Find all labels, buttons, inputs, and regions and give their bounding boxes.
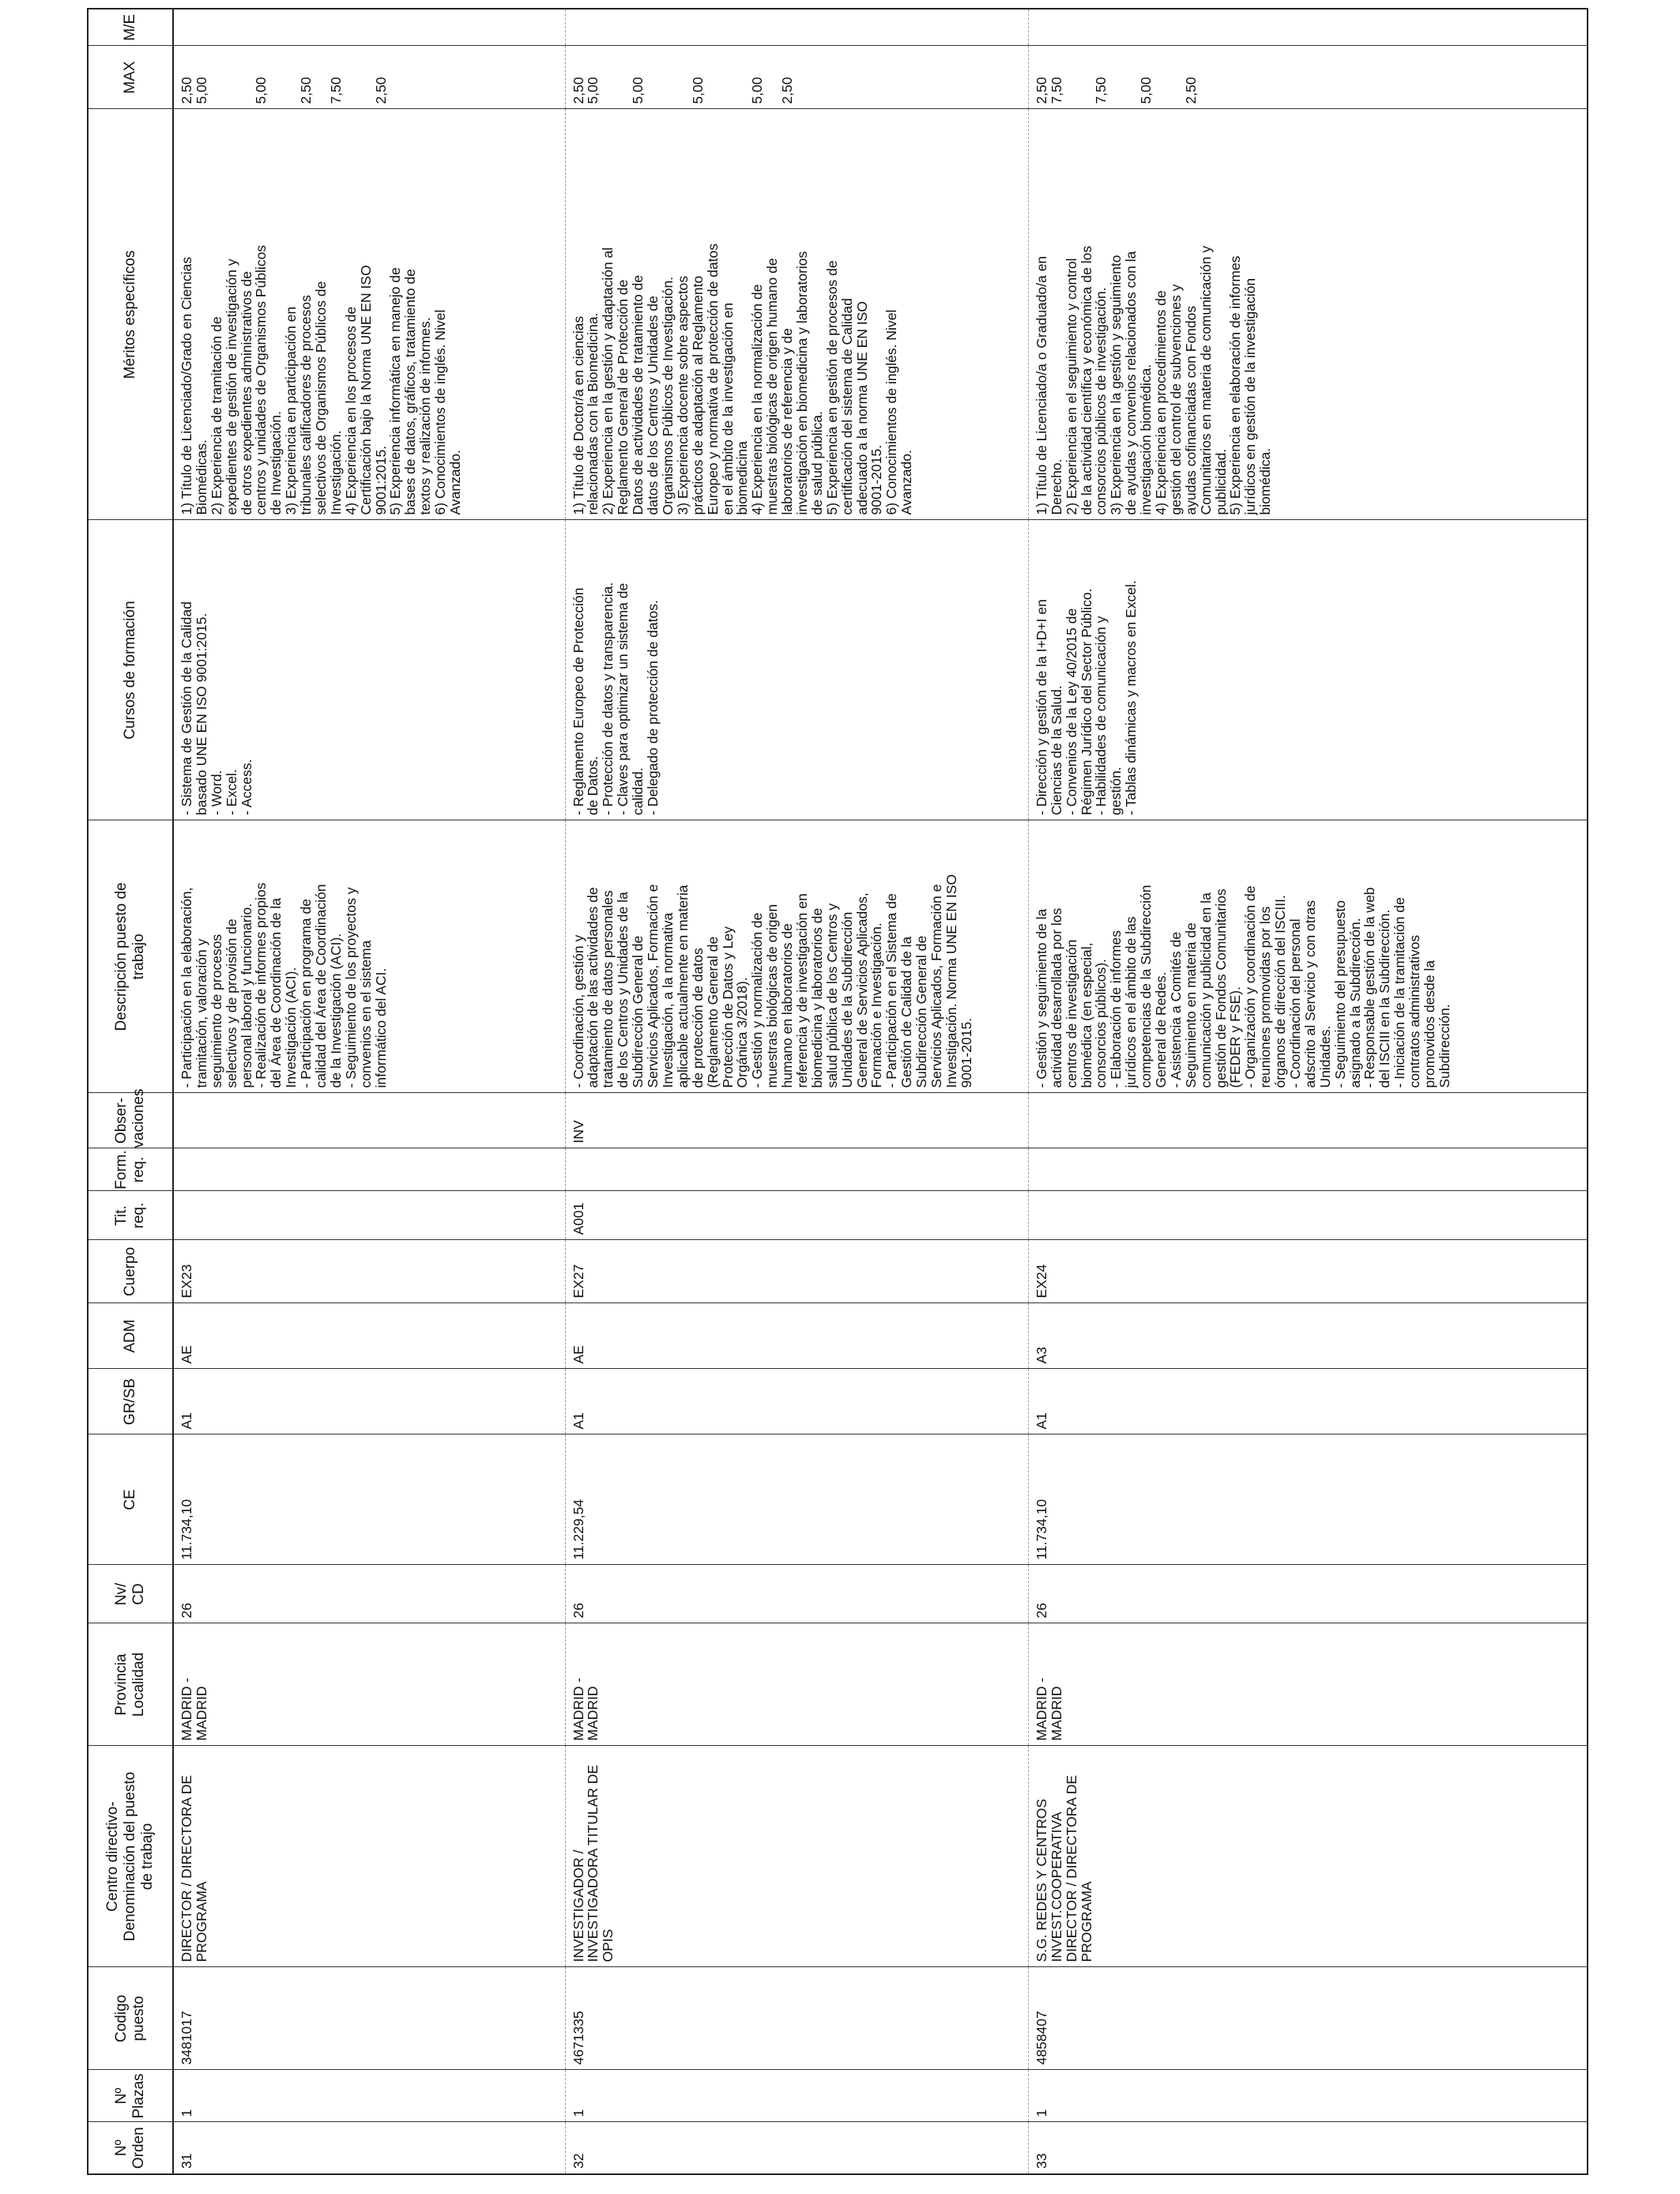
cell-codigo: 4671335 bbox=[565, 1967, 1028, 2070]
header-form: Form. req. bbox=[88, 1148, 173, 1191]
header-row bbox=[88, 9, 173, 2174]
cell-form bbox=[173, 1148, 565, 1191]
cell-provincia: MADRID - MADRID bbox=[565, 1623, 1028, 1746]
cell-tit bbox=[1028, 1191, 1588, 1240]
cell-tit: A001 bbox=[565, 1191, 1028, 1240]
cell-nivel: 26 bbox=[1028, 1565, 1588, 1623]
header-descripcion: Descripción puesto de trabajo bbox=[88, 820, 173, 1093]
table-row bbox=[565, 9, 1028, 2174]
header-adm: ADM bbox=[88, 1303, 173, 1369]
cell-centro: INVESTIGADOR / INVESTIGADORA TITULAR DE OPIS bbox=[565, 1746, 1028, 1967]
header-nivel: Nv/ CD bbox=[88, 1565, 173, 1623]
cell-cursos: - Reglamento Europeo de Protección de Datos. - Protección de datos y transparencia. - Claves para optimizar un sistema de calidad. - Delegado de protección de datos. bbox=[565, 520, 1028, 820]
cell-ce: 11.734,10 bbox=[173, 1434, 565, 1565]
cell-codigo: 4858407 bbox=[1028, 1967, 1588, 2070]
table-row bbox=[173, 9, 565, 2174]
cell-orden: 32 bbox=[565, 2122, 1028, 2174]
cell-cuerpo: EX23 bbox=[173, 1240, 565, 1303]
cell-meritos: 1) Título de Doctor/a en ciencias relacionadas con la Biomedicina. 2) Experiencia en la gestión y adaptación al Reglamento General de Protección de Datos de actividades de tratamiento de datos de los Centros y Unidades de Organismos Públicos de Investigación. 3) Experiencia docente sobre aspectos prácticos de adaptación al Reglamento Europeo y normativa de protección de datos en el ámbito de la investigación en biomedicina 4) Experiencia en la normalización de muestras biológicas de origen humano de laboratorios de referencia y de investigación en biomedicina y laboratorios de salud pública. 5) Experiencia en gestión de procesos de certificación del sistema de Calidad adecuado a la norma UNE EN ISO 9001-2015. 6) Conocimientos de inglés. Nivel Avanzado. bbox=[565, 109, 1028, 520]
cell-plazas: 1 bbox=[1028, 2070, 1588, 2122]
header-centro: Centro directivo- Denominación del puesto de trabajo bbox=[88, 1746, 173, 1967]
header-provincia: Provincia Localidad bbox=[88, 1623, 173, 1746]
cell-obs: INV bbox=[565, 1093, 1028, 1148]
cell-max: 2,50 7,50 7,50 5,00 2,50 bbox=[1028, 46, 1588, 109]
cell-cuerpo: EX27 bbox=[565, 1240, 1028, 1303]
cell-me bbox=[565, 9, 1028, 46]
cell-me bbox=[1028, 9, 1588, 46]
cell-obs bbox=[1028, 1093, 1588, 1148]
cell-grupo: A1 bbox=[173, 1369, 565, 1434]
header-tit: Tit. req. bbox=[88, 1191, 173, 1240]
header-ce: CE bbox=[88, 1434, 173, 1565]
cell-grupo: A1 bbox=[1028, 1369, 1588, 1434]
header-max: MAX bbox=[88, 46, 173, 109]
cell-orden: 33 bbox=[1028, 2122, 1588, 2174]
cell-ce: 11.229,54 bbox=[565, 1434, 1028, 1565]
cell-orden: 31 bbox=[173, 2122, 565, 2174]
cell-me bbox=[173, 9, 565, 46]
cell-codigo: 3481017 bbox=[173, 1967, 565, 2070]
header-cursos: Cursos de formación bbox=[88, 520, 173, 820]
cell-cuerpo: EX24 bbox=[1028, 1240, 1588, 1303]
plazas-table bbox=[87, 8, 1588, 2175]
cell-cursos: - Sistema de Gestión de la Calidad basado UNE EN ISO 9001:2015. - Word. - Excel. - Access. bbox=[173, 520, 565, 820]
cell-form bbox=[1028, 1148, 1588, 1191]
cell-centro: DIRECTOR / DIRECTORA DE PROGRAMA bbox=[173, 1746, 565, 1967]
cell-descripcion: - Participación en la elaboración, tramitación, valoración y seguimiento de procesos selectivos y de provisión de personal laboral y funcionario. - Realización de informes propios del Área de Coordinación de la Investigación (ACI). - Participación en programa de calidad del Área de Coordinación de la Investigación (ACI). - Seguimiento de los proyectos y convenios en el sistema informático del ACI. bbox=[173, 820, 565, 1093]
header-orden: Nº Orden bbox=[88, 2122, 173, 2174]
cell-cursos: - Dirección y gestión de la I+D+I en Ciencias de la Salud. - Convenios de la Ley 40/2015 de Régimen Jurídico del Sector Público. - Habilidades de comunicación y gestión. - Tablas dinámicas y macros en Excel. bbox=[1028, 520, 1588, 820]
header-obs: Obser- vaciones bbox=[88, 1093, 173, 1148]
cell-plazas: 1 bbox=[173, 2070, 565, 2122]
cell-descripcion: - Gestión y seguimiento de la actividad desarrollada por los centros de investigación biomédica (en especial, consorcios públicos). - Elaboración de informes jurídicos en el ámbito de las competencias de la Subdirección General de Redes. - Asistencia a Comités de Seguimiento en materia de comunicación y publicidad en la gestión de Fondos Comunitarios (FEDER y FSE). - Organización y coordinación de reuniones promovidas por los órganos de dirección del ISCIII. - Coordinación del personal adscrito al Servicio y con otras Unidades. - Seguimiento del presupuesto asignado a la Subdirección. - Responsable gestión de la web del ISCIII en la Subdirección. - Iniciación de la tramitación de contratos administrativos promovidos desde la Subdirección. bbox=[1028, 820, 1588, 1093]
cell-meritos: 1) Título de Licenciado/Grado en Ciencias Biomédicas. 2) Experiencia de tramitación de expedientes de gestión de investigación y de otros expedientes administrativos de centros y unidades de Organismos Públicos de Investigación. 3) Experiencia en participación en tribunales calificadores de procesos selectivos de Organismos Públicos de Investigación. 4) Experiencia en los procesos de Certificación bajo la Norma UNE EN ISO 9001:2015. 5) Experiencia informática en manejo de bases de datos, gráficos, tratamiento de textos y realización de informes. 6) Conocimientos de inglés. Nivel Avanzado. bbox=[173, 109, 565, 520]
cell-plazas: 1 bbox=[565, 2070, 1028, 2122]
cell-adm: AE bbox=[173, 1303, 565, 1369]
header-grupo: GR/SB bbox=[88, 1369, 173, 1434]
cell-provincia: MADRID - MADRID bbox=[173, 1623, 565, 1746]
cell-obs bbox=[173, 1093, 565, 1148]
cell-centro: S.G. REDES Y CENTROS INVEST.COOPERATIVA DIRECTOR / DIRECTORA DE PROGRAMA bbox=[1028, 1746, 1588, 1967]
header-me: M/E bbox=[88, 9, 173, 46]
cell-adm: AE bbox=[565, 1303, 1028, 1369]
cell-nivel: 26 bbox=[173, 1565, 565, 1623]
cell-meritos: 1) Título de Licenciado/a o Graduado/a en Derecho. 2) Experiencia en el seguimiento y control de la actividad científica y económica de los consorcios públicos de investigación. 3) Experiencia en la gestión y seguimiento de ayudas y convenios relacionados con la investigación biomédica. 4) Experiencia en procedimientos de gestión del control de subvenciones y ayudas cofinanciadas con Fondos Comunitarios en materia de comunicación y publicidad. 5) Experiencia en elaboración de informes jurídicos en gestión de la investigación biomédica. bbox=[1028, 109, 1588, 520]
cell-adm: A3 bbox=[1028, 1303, 1588, 1369]
header-codigo: Codigo puesto bbox=[88, 1967, 173, 2070]
rotated-table-container bbox=[87, 9, 1588, 2175]
header-plazas: Nº Plazas bbox=[88, 2070, 173, 2122]
cell-provincia: MADRID - MADRID bbox=[1028, 1623, 1588, 1746]
cell-grupo: A1 bbox=[565, 1369, 1028, 1434]
cell-max: 2,50 5,00 5,00 2,50 7,50 2,50 bbox=[173, 46, 565, 109]
cell-descripcion: - Coordinación, gestión y adaptación de las actividades de tratamiento de datos personales de los Centros y Unidades de la Subdirección General de Servicios Aplicados, Formación e Investigación, a la normativa aplicable actualmente en materia de protección de datos (Reglamento General de Protección de Datos y Ley Orgánica 3/2018). - Gestión y normalización de muestras biológicas de origen humano en laboratorios de referencia y de investigación en biomedicina y laboratorios de salud pública de los Centros y Unidades de la Subdirección General de Servicios Aplicados, Formación e Investigación. - Participación en el Sistema de Gestión de Calidad de la Subdirección General de Servicios Aplicados, Formación e Investigación. Norma UNE EN ISO 9001-2015. bbox=[565, 820, 1028, 1093]
cell-tit bbox=[173, 1191, 565, 1240]
cell-ce: 11.734,10 bbox=[1028, 1434, 1588, 1565]
cell-form bbox=[565, 1148, 1028, 1191]
cell-max: 2,50 5,00 5,00 5,00 5,00 2,50 bbox=[565, 46, 1028, 109]
header-meritos: Méritos específicos bbox=[88, 109, 173, 520]
table-row bbox=[1028, 9, 1588, 2174]
header-cuerpo: Cuerpo bbox=[88, 1240, 173, 1303]
cell-nivel: 26 bbox=[565, 1565, 1028, 1623]
